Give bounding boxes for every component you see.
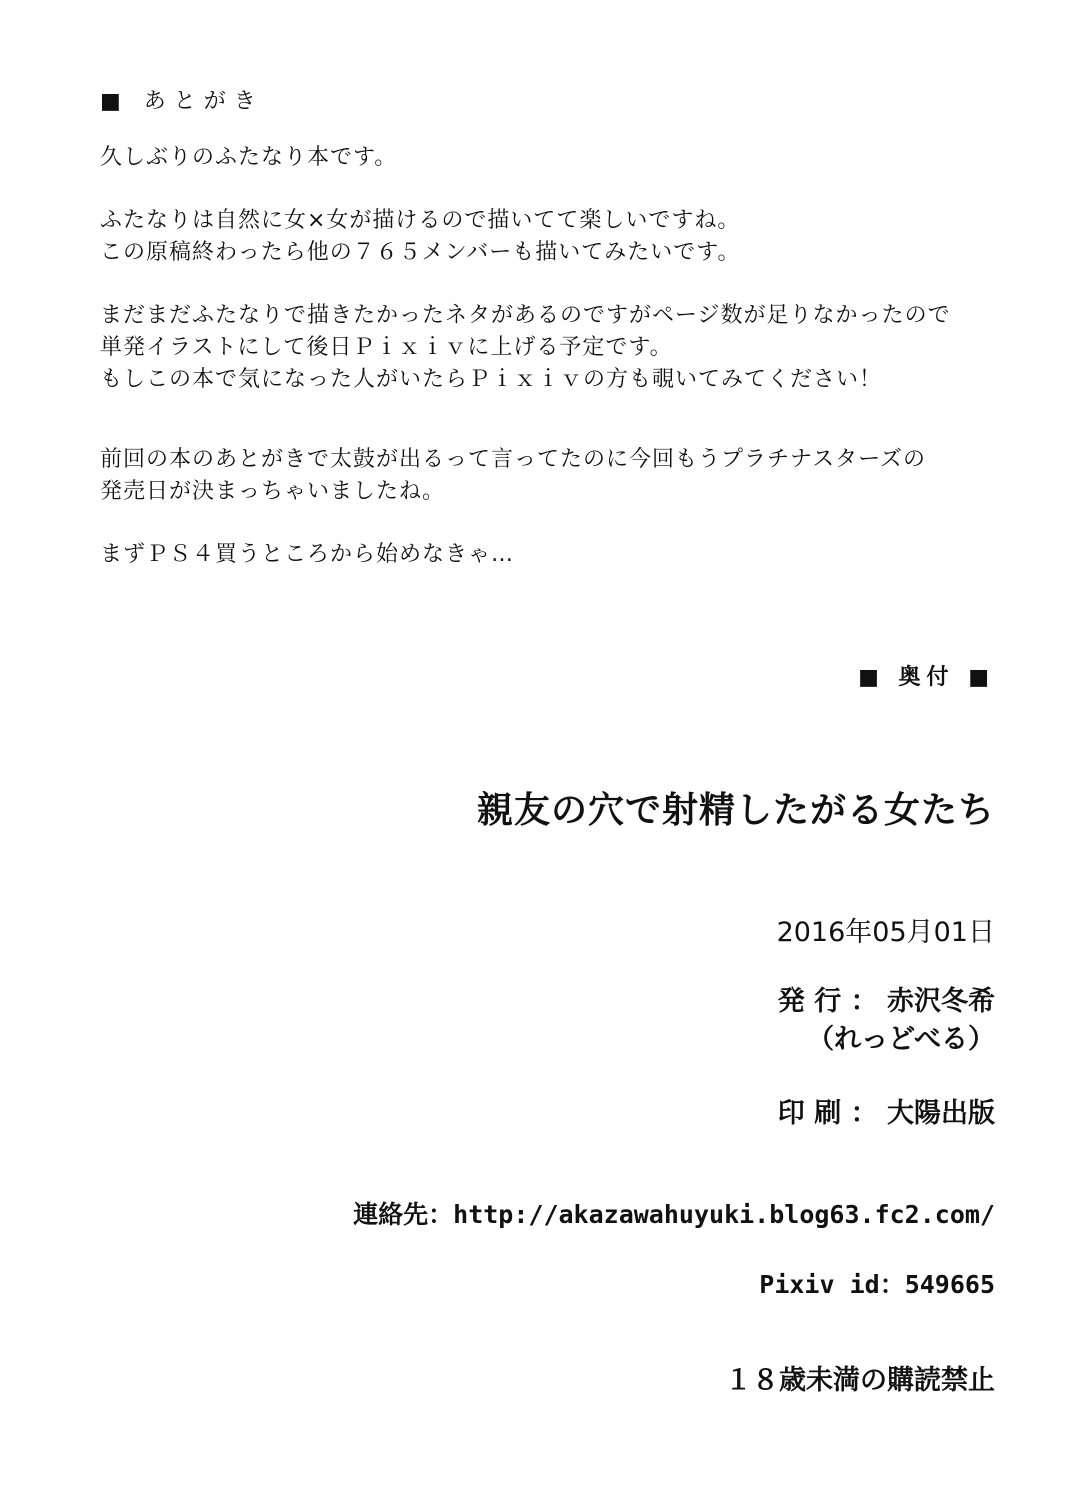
afterword-line: 前回の本のあとがきで太鼓が出るって言ってたのに今回もうプラチナスターズの <box>100 447 927 472</box>
printer-line: 印 刷 ： 大陽出版 <box>777 1098 995 1129</box>
afterword-line: 単発イラストにして後日Ｐｉｘｉｖに上げる予定です。 <box>100 335 673 360</box>
contact-url: http://akazawahuyuki.blog63.fc2.com/ <box>453 1200 995 1229</box>
afterword-paragraph <box>100 444 1000 508</box>
publication-date: 2016年05月01日 <box>776 917 995 948</box>
colophon-heading: ■ 奥付 ■ <box>858 665 995 690</box>
afterword-paragraph <box>100 205 1000 269</box>
book-title: 親友の穴で射精したがる女たち <box>476 790 995 831</box>
afterword-paragraph <box>100 539 1000 571</box>
contact-line <box>275 1197 995 1233</box>
afterword-paragraph <box>100 142 1000 174</box>
afterword-line: まだまだふたなりで描きたかったネタがあるのですがページ数が足りなかったので <box>100 303 951 328</box>
afterword-line: まずＰＳ４買うところから始めなきゃ… <box>100 542 515 567</box>
publisher-line: 発 行 ： 赤沢冬希 <box>777 986 995 1017</box>
publisher-circle: （れっどべる） <box>807 1024 995 1055</box>
afterword-line: この原稿終わったら他の７６５メンバーも描いてみたいです。 <box>100 240 741 265</box>
age-warning: １８歳未満の購読禁止 <box>725 1365 995 1396</box>
afterword-section <box>100 86 1000 602</box>
colophon-section <box>275 662 995 1400</box>
afterword-line: 久しぶりのふたなり本です。 <box>100 145 398 170</box>
afterword-line: ふたなりは自然に女×女が描けるので描いてて楽しいですね。 <box>100 208 741 233</box>
afterword-line: 発売日が決まっちゃいましたね。 <box>100 479 446 504</box>
afterword-paragraph <box>100 300 1000 396</box>
contact-label: 連絡先： <box>353 1200 454 1229</box>
afterword-line: もしこの本で気になった人がいたらＰｉｘｉｖの方も覗いてみてください！ <box>100 367 883 392</box>
pixiv-id: Pixiv id：549665 <box>759 1270 995 1299</box>
afterword-heading: ■ あとがき <box>100 89 264 114</box>
